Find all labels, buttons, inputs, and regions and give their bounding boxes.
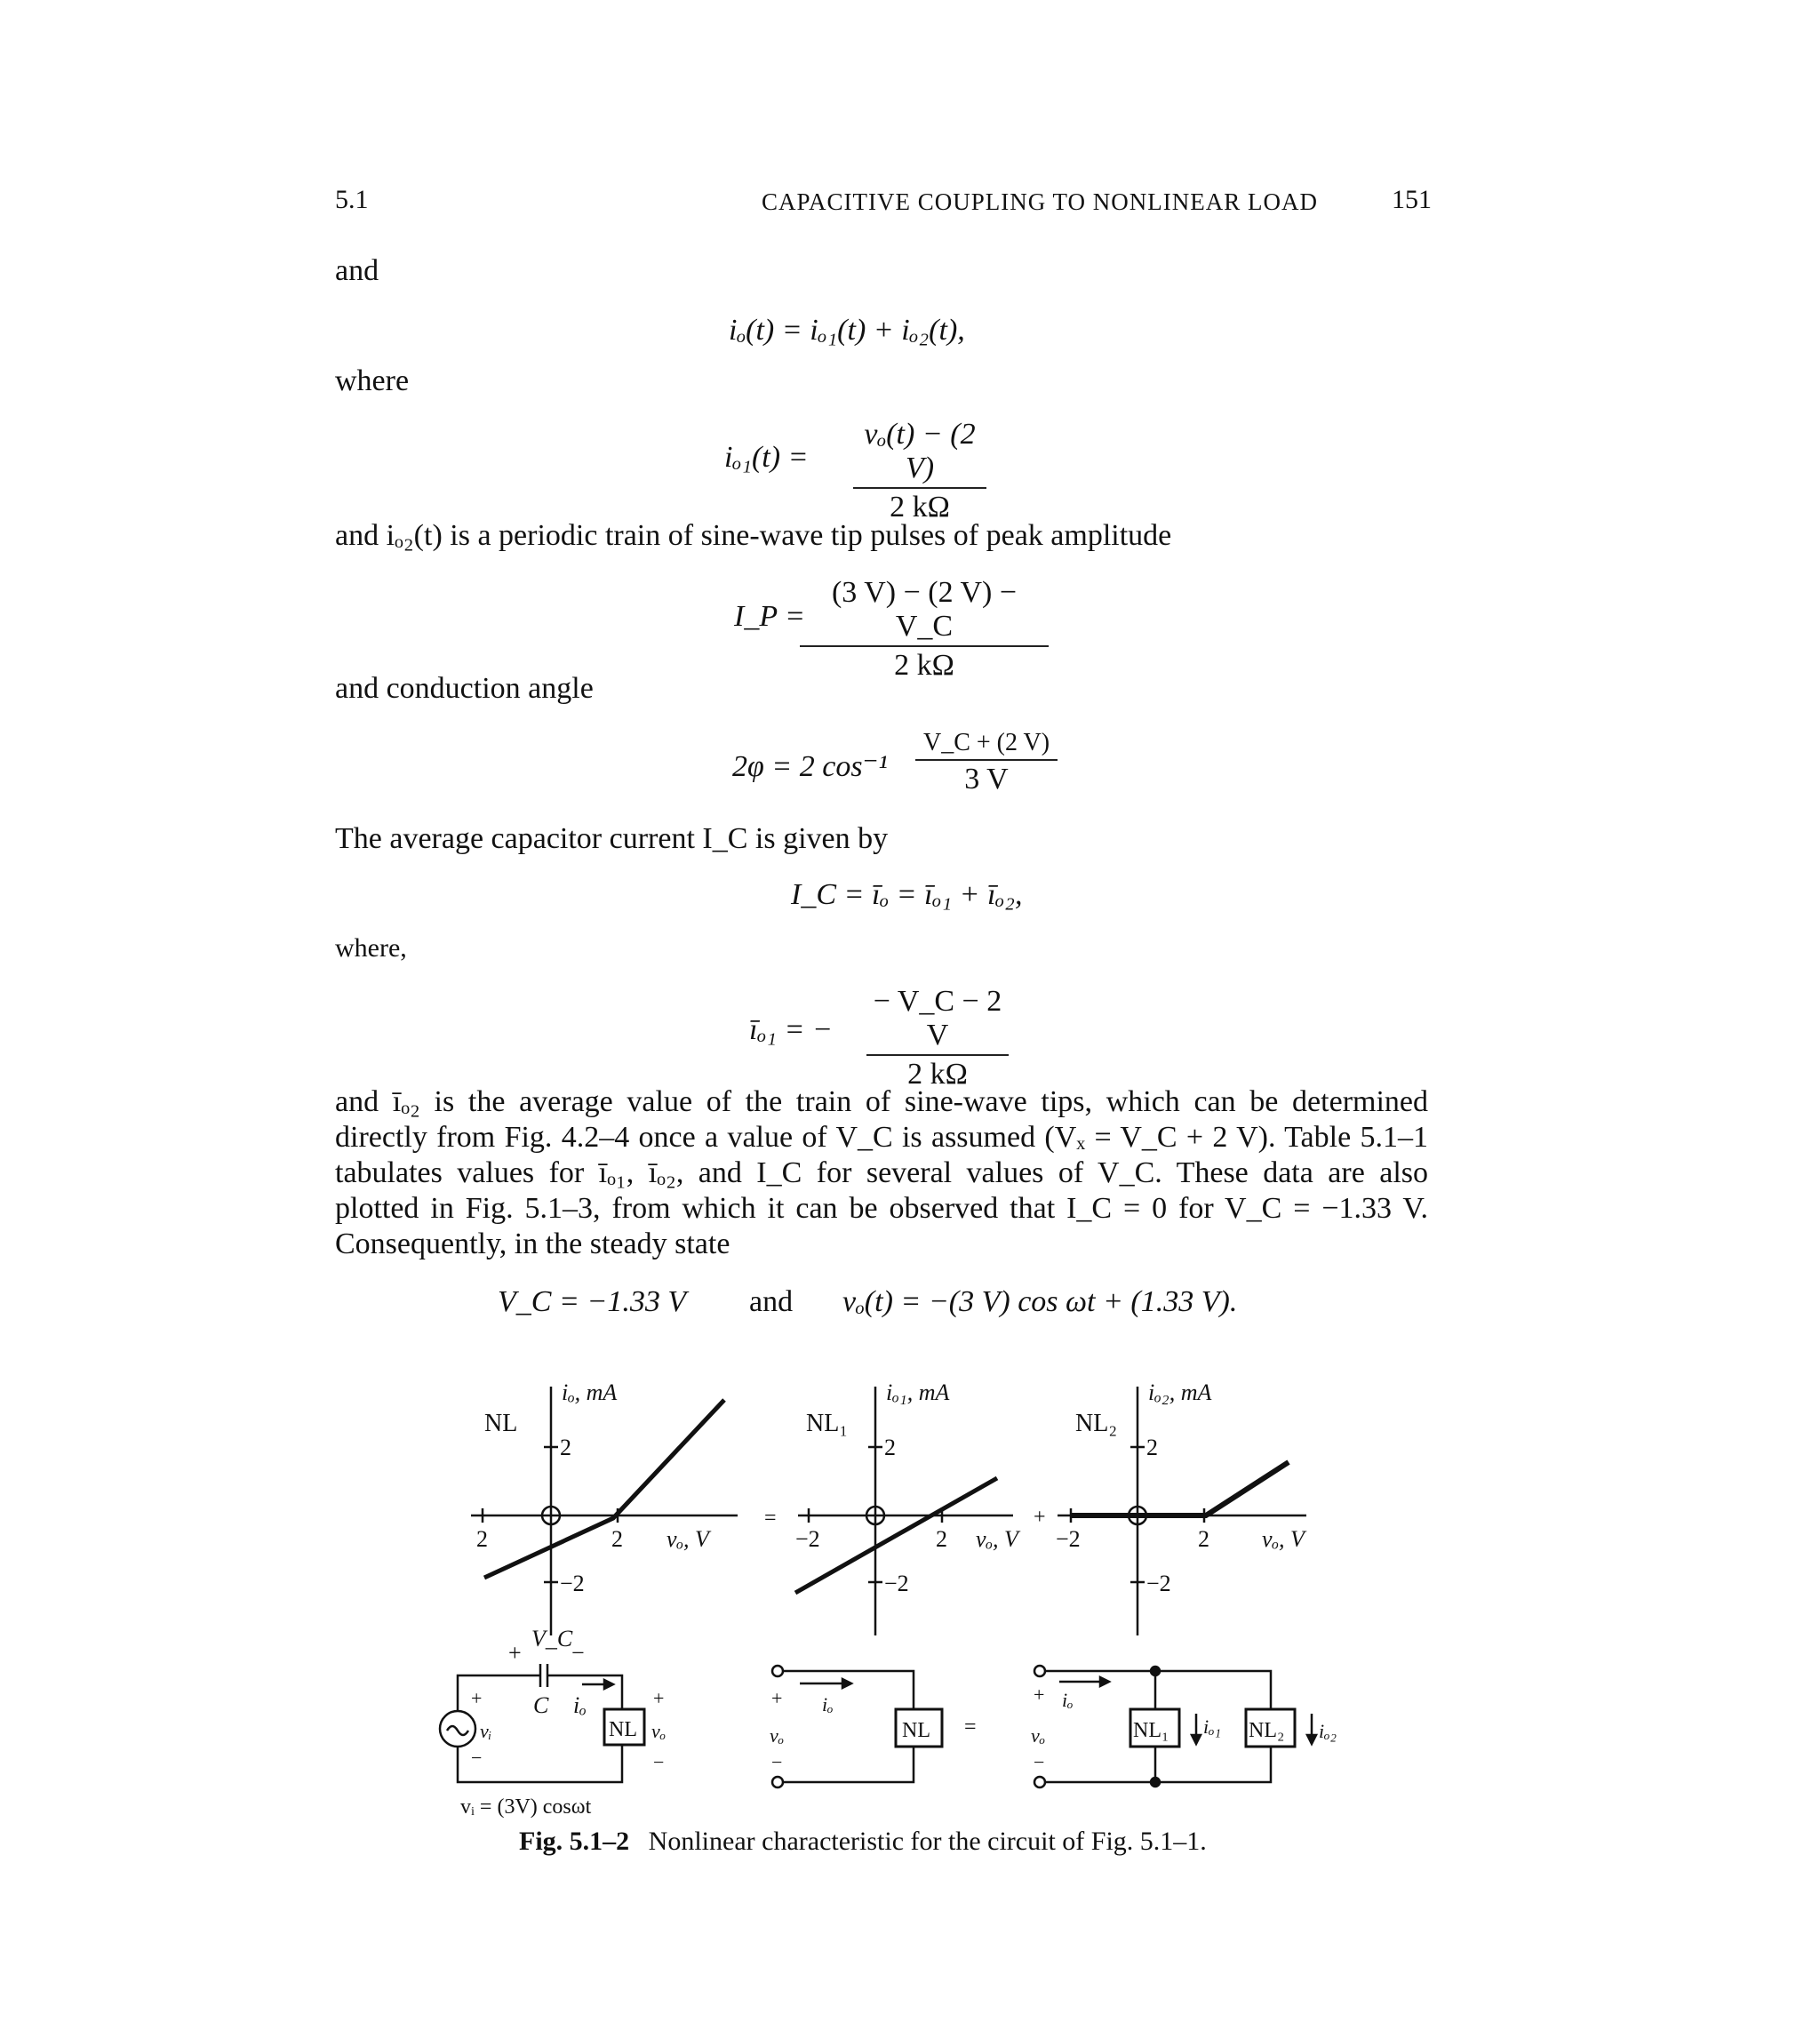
paragraph-line: tabulates values for īₒ₁, īₒ₂, and I_C for several values of V_C. These data are also xyxy=(335,1156,1428,1189)
equation-vc-value: V_C = −1.33 V xyxy=(498,1285,687,1318)
equation-phi-numerator: V_C + (2 V) xyxy=(922,729,1050,756)
graph1-xlabel: vₒ, V xyxy=(667,1526,709,1552)
graph3-tick-y-pos: 2 xyxy=(1146,1435,1158,1460)
circuit2-minus: − xyxy=(771,1751,783,1773)
wire xyxy=(458,1745,622,1782)
circuit2-nl-label: NL xyxy=(902,1719,930,1742)
text-average-current: The average capacitor current I_C is given by xyxy=(335,822,889,855)
circuit2-vo-label: vₒ xyxy=(770,1724,785,1747)
equation-ic: I_C = īₒ = īₒ₁ + īₒ₂, xyxy=(791,878,1023,911)
paragraph-line: and īₒ₂ is the average value of the train of sine-wave tips, which can be determined xyxy=(335,1085,1428,1118)
circuit1-cap-label: C xyxy=(533,1692,549,1718)
equation-phi-fraction xyxy=(915,729,1058,796)
graph3-tick-x-pos: 2 xyxy=(1198,1526,1209,1552)
circuit1-source-minus: − xyxy=(471,1747,483,1769)
equation-ip-lhs: I_P = xyxy=(734,600,805,633)
wire xyxy=(783,1671,914,1709)
sine-symbol xyxy=(447,1726,468,1735)
figure-caption-number: Fig. 5.1–2 xyxy=(519,1827,630,1856)
terminal xyxy=(772,1777,783,1787)
terminal xyxy=(772,1666,783,1676)
plus-sign: + xyxy=(1034,1506,1046,1529)
equation-io1bar-fraction xyxy=(866,985,1009,1091)
body-paragraph xyxy=(335,1084,1428,1262)
circuit3-nl1-label: NL₁ xyxy=(1133,1719,1169,1742)
terminal xyxy=(1034,1777,1045,1787)
running-title: CAPACITIVE COUPLING TO NONLINEAR LOAD xyxy=(762,188,1319,215)
circuit3-io2-label: iₒ₂ xyxy=(1319,1720,1337,1742)
circuit3-vo-label: vₒ xyxy=(1031,1724,1046,1747)
paragraph-line: directly from Fig. 4.2–4 once a value of V_C is assumed (Vₓ = V_C + 2 V). Table 5.1–1 xyxy=(335,1121,1428,1154)
arrow-head xyxy=(604,1680,613,1689)
page-number: 151 xyxy=(1392,185,1432,214)
characteristic-curve xyxy=(1071,1462,1289,1515)
text-io2-description: and iₒ₂(t) is a periodic train of sine-wave tip pulses of peak amplitude xyxy=(335,519,1172,552)
wire xyxy=(458,1675,540,1711)
equals-sign: = xyxy=(764,1507,777,1530)
fraction-bar xyxy=(866,1054,1009,1056)
graph2-block-label: NL₁ xyxy=(806,1410,849,1437)
circuit3-minus: − xyxy=(1034,1751,1045,1773)
text-where-2: where, xyxy=(335,933,407,963)
graph2-tick-y-pos: 2 xyxy=(884,1435,896,1460)
paragraph-line: plotted in Fig. 5.1–3, from which it can be observed that I_C = 0 for V_C = −1.33 V. xyxy=(335,1192,1428,1225)
arrow-head xyxy=(1307,1735,1316,1744)
graph1-tick-y-neg: −2 xyxy=(560,1571,585,1596)
circuit1-source-equation: vᵢ = (3V) cosωt xyxy=(460,1795,592,1819)
graph2-tick-x-neg: −2 xyxy=(795,1526,820,1552)
equation-ip-denominator: 2 kΩ xyxy=(894,649,954,682)
equation-ip-numerator: (3 V) − (2 V) − V_C xyxy=(831,576,1018,643)
arrow-head xyxy=(1192,1735,1201,1744)
circuit1-source-plus: + xyxy=(471,1687,483,1709)
circuit1-vc-label: V_C xyxy=(531,1626,573,1651)
circuit2-plus: + xyxy=(771,1687,783,1709)
graph3-xlabel: vₒ, V xyxy=(1262,1526,1305,1552)
paragraph-line: Consequently, in the steady state xyxy=(335,1227,730,1260)
circuit1-io-label: iₒ xyxy=(573,1692,587,1718)
junction xyxy=(1151,1778,1160,1787)
fraction-bar xyxy=(853,487,986,489)
text-and: and xyxy=(335,254,379,287)
figure-caption-text: Nonlinear characteristic for the circuit of Fig. 5.1–1. xyxy=(648,1827,1207,1856)
text-where: where xyxy=(335,364,410,397)
graph2-ylabel: iₒ₁, mA xyxy=(886,1379,950,1405)
graph2-tick-y-neg: −2 xyxy=(884,1571,909,1596)
graph1-ylabel: iₒ, mA xyxy=(562,1379,618,1405)
equation-vo-steady: vₒ(t) = −(3 V) cos ωt + (1.33 V). xyxy=(842,1285,1238,1318)
wire xyxy=(1045,1747,1271,1782)
figure-5-1-2 xyxy=(0,1360,1820,1875)
equation-phi-lhs: 2φ = 2 cos⁻¹ xyxy=(732,750,888,783)
equation-io1-fraction xyxy=(853,418,986,524)
graph3-tick-y-neg: −2 xyxy=(1146,1571,1171,1596)
wire xyxy=(783,1747,914,1782)
circuit-equals-sign: = xyxy=(964,1715,977,1739)
equation-io1-numerator: vₒ(t) − (2 V) xyxy=(864,418,976,484)
graph1-tick-x-pos: 2 xyxy=(611,1526,623,1552)
wire xyxy=(1045,1671,1271,1709)
graph1-tick-y-pos: 2 xyxy=(560,1435,571,1460)
circuit1-load-plus: + xyxy=(653,1687,665,1709)
fraction-bar xyxy=(915,759,1058,761)
graph2-xlabel: vₒ, V xyxy=(976,1526,1018,1552)
graph2-tick-x-pos: 2 xyxy=(936,1526,947,1552)
section-number: 5.1 xyxy=(335,185,369,214)
circuit1-load-minus: − xyxy=(653,1751,665,1773)
arrow-head xyxy=(842,1679,851,1688)
fraction-bar xyxy=(800,645,1049,647)
graph3-ylabel: iₒ₂, mA xyxy=(1148,1379,1212,1405)
equation-io1bar-denominator: 2 kΩ xyxy=(907,1058,968,1091)
terminal xyxy=(1034,1666,1045,1676)
circuit3-io-label: iₒ xyxy=(1062,1689,1074,1711)
circuit1-plus: + xyxy=(508,1640,522,1666)
equation-io1-denominator: 2 kΩ xyxy=(890,491,950,524)
circuit1-minus: − xyxy=(571,1640,585,1666)
figure-caption xyxy=(519,1827,1207,1857)
graph3-tick-x-neg: −2 xyxy=(1056,1526,1081,1552)
text-conduction-angle: and conduction angle xyxy=(335,672,594,705)
equation-phi-denominator: 3 V xyxy=(964,763,1009,796)
equation-ip-fraction xyxy=(800,576,1049,683)
text-and-eq: and xyxy=(749,1285,794,1318)
circuit3-nl2-label: NL₂ xyxy=(1249,1719,1285,1742)
equation-io: iₒ(t) = iₒ₁(t) + iₒ₂(t), xyxy=(729,314,965,347)
circuit1-vi-label: vᵢ xyxy=(480,1720,492,1742)
circuit2-io-label: iₒ xyxy=(822,1693,834,1715)
equation-io1bar-numerator: − V_C − 2 V xyxy=(873,985,1002,1051)
equation-io1-lhs: iₒ₁(t) = xyxy=(724,441,809,474)
circuit3-plus: + xyxy=(1034,1683,1045,1706)
arrow-head xyxy=(1100,1677,1109,1686)
equation-io1bar-lhs: īₒ₁ = − xyxy=(749,1013,833,1046)
graph1-block-label: NL xyxy=(484,1410,518,1437)
graph1-tick-x-neg: 2 xyxy=(476,1526,488,1552)
circuit1-vo-label: vₒ xyxy=(651,1720,667,1742)
junction xyxy=(1151,1667,1160,1675)
circuit3-io1-label: iₒ₁ xyxy=(1203,1715,1222,1738)
circuit1-nl-label: NL xyxy=(609,1718,637,1741)
graph3-block-label: NL₂ xyxy=(1075,1410,1118,1437)
